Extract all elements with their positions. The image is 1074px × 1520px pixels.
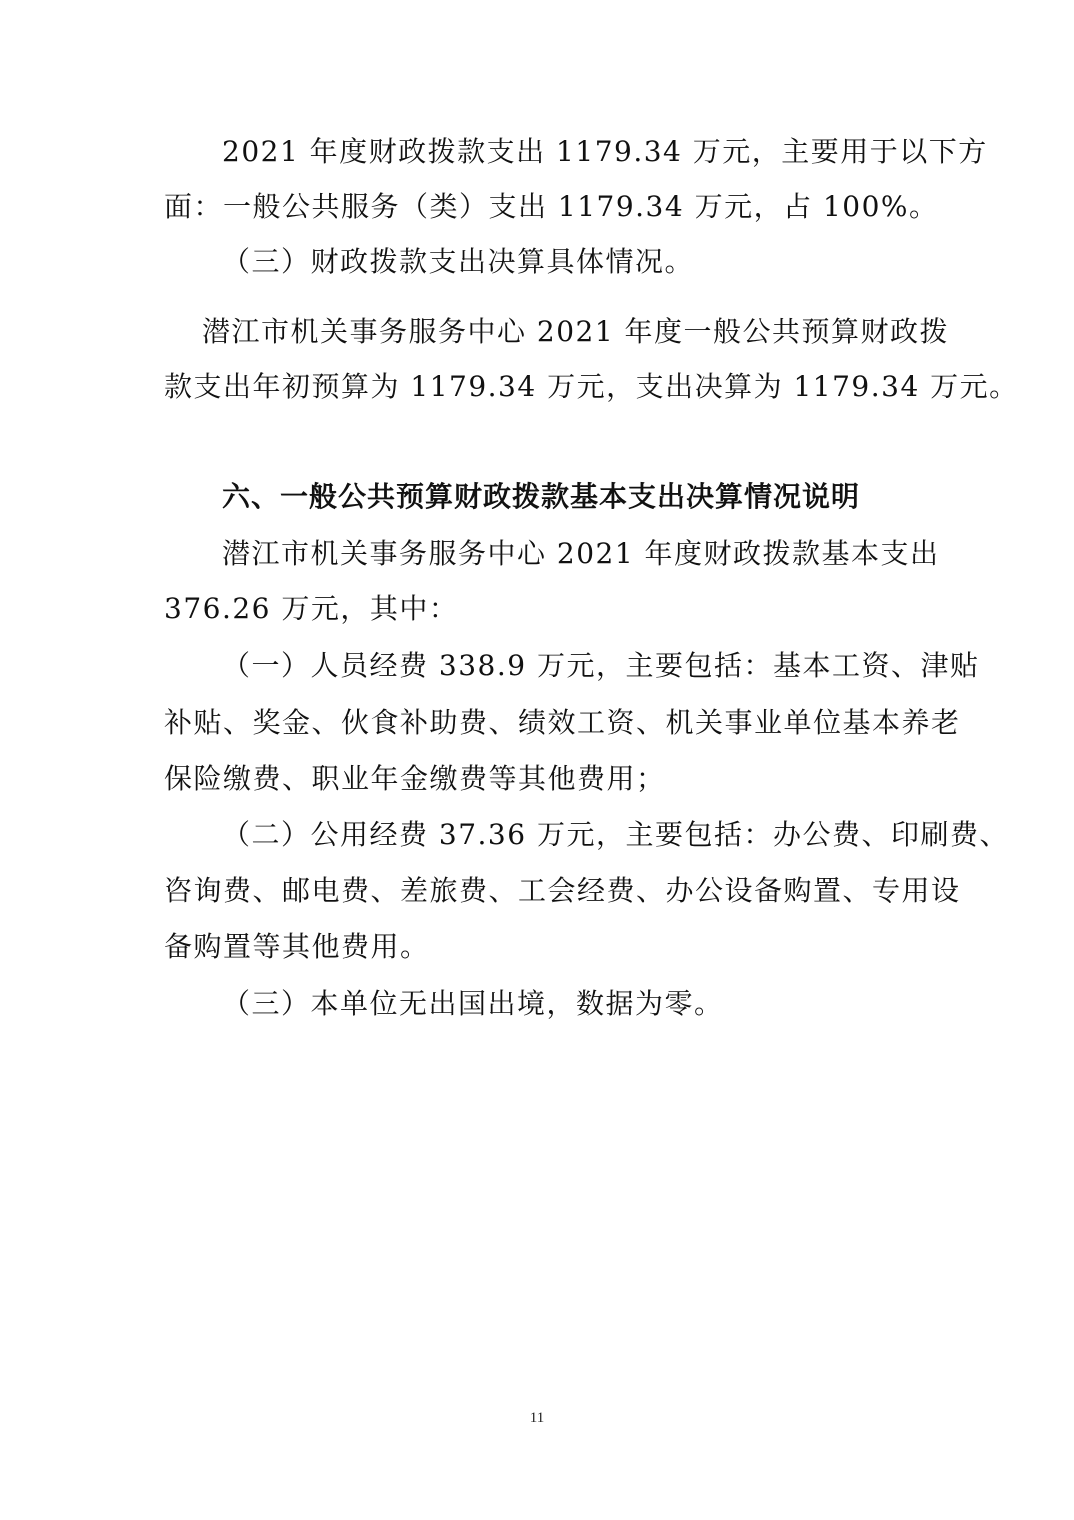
paragraph-line: 保险缴费、职业年金缴费等其他费用；: [164, 762, 666, 795]
section-heading: 六、一般公共预算财政拨款基本支出决算情况说明: [222, 480, 861, 513]
paragraph-line: （一）人员经费 338.9 万元，主要包括：基本工资、津贴: [222, 649, 980, 682]
paragraph-line: 咨询费、邮电费、差旅费、工会经费、办公设备购置、专用设: [164, 874, 961, 907]
page-number: 11: [529, 1410, 545, 1426]
paragraph-line: 备购置等其他费用。: [164, 930, 430, 963]
paragraph-line: （三）财政拨款支出决算具体情况。: [222, 245, 695, 278]
paragraph-line: 潜江市机关事务服务中心 2021 年度财政拨款基本支出: [222, 537, 940, 570]
paragraph-line: 面：一般公共服务（类）支出 1179.34 万元，占 100%。: [164, 190, 939, 223]
paragraph-line: 2021 年度财政拨款支出 1179.34 万元，主要用于以下方: [222, 135, 988, 168]
paragraph-line: （三）本单位无出国出境，数据为零。: [222, 987, 724, 1020]
paragraph-line: 补贴、奖金、伙食补助费、绩效工资、机关事业单位基本养老: [164, 706, 961, 739]
paragraph-line: 376.26 万元，其中：: [164, 592, 459, 625]
paragraph-line: 潜江市机关事务服务中心 2021 年度一般公共预算财政拨: [202, 315, 950, 348]
paragraph-line: 款支出年初预算为 1179.34 万元，支出决算为 1179.34 万元。: [164, 370, 1019, 403]
paragraph-line: （二）公用经费 37.36 万元，主要包括：办公费、印刷费、: [222, 818, 1009, 851]
